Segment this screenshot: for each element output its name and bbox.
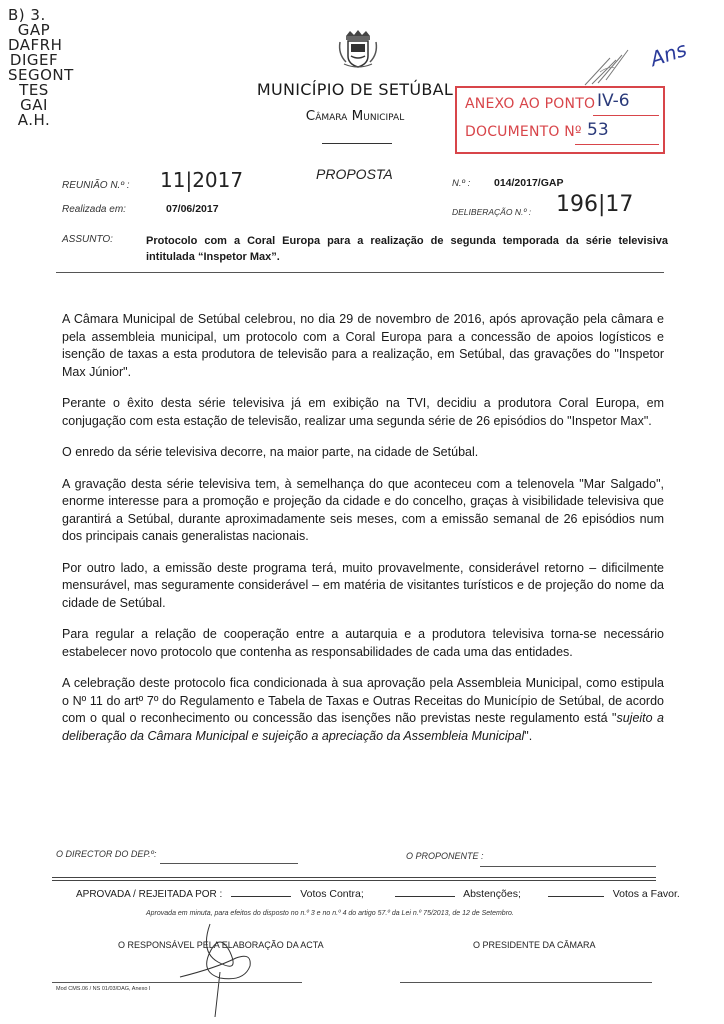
acta-signature-scribble [160,922,280,1022]
presidente-signature-line [400,982,652,983]
blank-field [395,886,455,897]
handnote: GAP [17,21,51,39]
handwritten-routing-notes [8,6,74,129]
deliberacao-label: DELIBERAÇÃO N.º : [452,207,532,217]
blank-field [231,886,291,897]
proposal-body [62,311,664,745]
numero-value: 014/2017/GAP [494,177,564,189]
reuniao-value: 11|2017 [160,168,244,192]
handnote: B) 3. [8,6,46,24]
handnote: DIGEF [9,51,59,69]
director-label: O DIRECTOR DO DEP.º: [56,849,157,859]
approval-line [76,886,680,900]
handnote: A.H. [17,111,51,129]
stamp-annex-label: ANEXO AO PONTO [465,96,596,112]
body-paragraph: A gravação desta série televisiva tem, à semelhança do que aconteceu com a telenovela "Mar Salgado", enorme interesse para a promoção e projeção da cidade e do concelho, graças à visibilidade televisiva que garantirá a Setúbal, durante aproximadamente seis meses, com a emissão semanal de 26 episódios num dos principais canais generalistas nacionais. [62,476,664,543]
numero-label: N.º : [452,178,471,189]
body-paragraph: Por outro lado, a emissão deste programa terá, muito provavelmente, considerável retorno – dificilmente mensurável, mas seguramente considerável – em matéria de visitantes turísticos e de projeção do nome da cidade de Setúbal. [62,560,664,610]
realizada-label: Realizada em: [62,204,126,215]
deliberacao-value: 196|17 [556,192,634,217]
header-divider [322,143,392,144]
footer-double-rule [52,877,656,881]
reuniao-label: REUNIÃO N.º : [62,180,130,191]
document-type: PROPOSTA [316,166,393,182]
stamp-document-label: DOCUMENTO Nº [465,124,582,140]
handnote: DAFRH [8,36,63,54]
body-text-end: ". [524,728,533,743]
responsavel-label: O RESPONSÁVEL PELA ELABORAÇÃO DA ACTA [118,940,324,950]
municipality-name: MUNICÍPIO DE SETÚBAL [256,80,454,99]
body-paragraph: O enredo da série televisiva decorre, na maior parte, na cidade de Setúbal. [62,445,479,459]
body-paragraph: Para regular a relação de cooperação entre a autarquia e a produtora televisiva torna-se necessário estabelecer novo protocolo que contenha as responsabilidades de cada uma das entidades. [62,627,664,659]
realizada-value: 07/06/2017 [166,203,219,215]
stamp-annex-value: IV-6 [597,91,630,111]
votos-favor-label: Votos a Favor. [612,888,680,900]
abstencoes-label: Abstenções; [463,888,521,900]
presidente-label: O PRESIDENTE DA CÂMARA [473,940,596,950]
director-signature-line [160,863,298,864]
form-code-divider [52,982,302,983]
proponente-signature-line [480,866,656,867]
chamber-name: Câmara Municipal [305,108,405,124]
handnote: GAI [20,96,48,114]
top-signature: Ans [647,36,690,72]
handnote: SEGONT [8,66,74,84]
body-paragraph: Perante o êxito desta série televisiva já em exibição na TVI, decidiu a produtora Coral Europa, em conjugação com esta estação de televisão, realizar uma segunda série de 26 episódios do "Inspetor Max". [62,396,664,428]
blank-field [548,886,604,897]
aprovada-label: APROVADA / REJEITADA POR : [76,889,223,900]
assunto-label: ASSUNTO: [62,234,113,245]
stamp-document-value: 53 [587,120,609,140]
body-paragraph-last [62,675,664,745]
assunto-divider [56,272,664,273]
minuta-note: Aprovada em minuta, para efeitos do disposto no n.º 3 e no n.º 4 do artigo 57.º da Lei n.º 75/2013, de 12 de Setembro. [146,910,514,917]
annex-stamp [455,86,665,154]
handnote: TES [19,81,49,99]
proponente-label: O PROPONENTE : [406,851,484,861]
votos-contra-label: Votos Contra; [300,888,364,900]
assunto-value: Protocolo com a Coral Europa para a realização de segunda temporada da série televisiva intitulada “Inspetor Max”. [146,235,668,263]
stamp-underline [593,115,659,116]
coat-of-arms-icon [334,28,382,70]
body-quote-italic: sujeito a deliberação da Câmara Municipal e sujeição a apreciação da Assembleia Municipal [62,711,664,743]
stamp-underline [575,144,659,145]
form-code: Mod CMS.06 / NS 01/03/DAG, Anexo I [56,986,151,992]
body-paragraph: A Câmara Municipal de Setúbal celebrou, no dia 29 de novembro de 2016, após aprovação pela câmara e pela assembleia municipal, um protocolo com a Coral Europa para a concessão de apoios logísticos e isenção de taxas a esta produtora de televisão para a realização, em Setúbal, das gravações do "Inspetor Max Júnior". [62,312,664,379]
body-text: A celebração deste protocolo fica condicionada à sua aprovação pela Assembleia Municipal, como estipula o Nº 11 do artº 7º do Regulamento e Tabela de Taxas e Outras Receitas do Município de Setúbal, de acordo com o qual o reconhecimento ou concessão das isenções não previstas neste regulamento está " [62,676,664,725]
